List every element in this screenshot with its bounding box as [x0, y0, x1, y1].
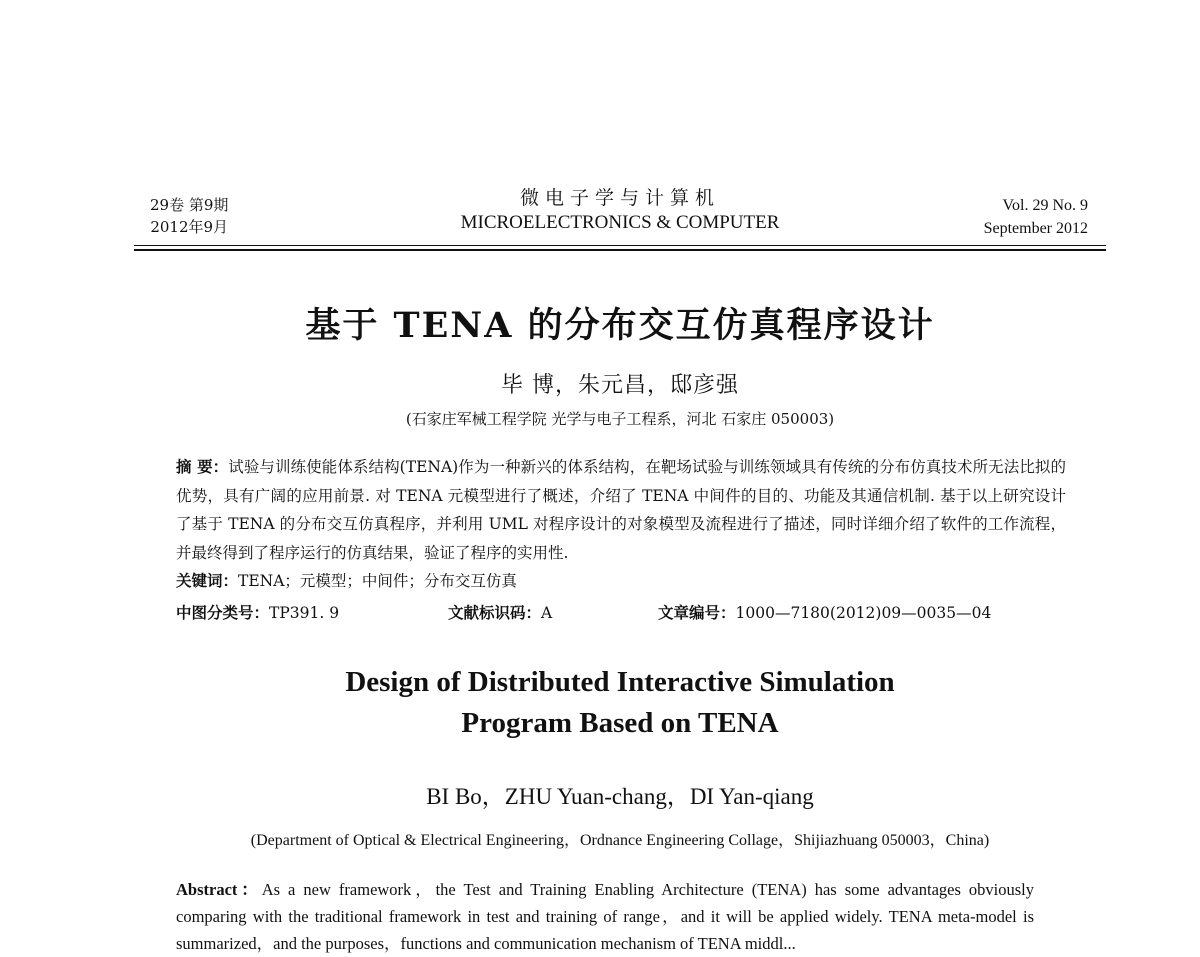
clc-number	[176, 600, 339, 626]
authors-en: BI Bo，ZHU Yuan-chang，DI Yan-qiang	[426, 784, 814, 809]
date-en: September 2012	[983, 220, 1088, 237]
doc-code-label: 文献标识码：	[448, 603, 542, 622]
keywords-text-cn: TENA；元模型；中间件；分布交互仿真	[238, 572, 517, 590]
journal-issue-cn	[150, 194, 228, 238]
journal-name-en: MICROELECTRONICS & COMPUTER	[460, 212, 780, 233]
authors-cn: 毕 博，朱元昌，邸彦强	[501, 373, 739, 398]
abstract-label-en: Abstract：	[176, 880, 262, 899]
journal-name-cn: 微电子学与计算机	[519, 187, 720, 209]
header-rule-thick	[134, 249, 1106, 251]
header-rule-thin	[134, 245, 1106, 246]
affiliation-cn: (石家庄军械工程学院 光学与电子工程系，河北 石家庄 050003)	[405, 410, 835, 428]
keywords-cn	[176, 568, 517, 594]
abstract-en	[176, 876, 1034, 957]
abstract-text-cn: 试验与训练使能体系结构(TENA)作为一种新兴的体系结构，在靶场试验与训练领域具有传统的分布仿真技术所无法比拟的优势，具有广阔的应用前景. 对 TENA 元模型进行了概述，介绍了 TENA 中间件的目的、功能及其通信机制. 基于以上研究设计了基于 TENA 的分布交互仿真程序，并利用 UML 对程序设计的对象模型及流程进行了描述，同时详细介绍了软件的工作流程，并最终得到了程序运行的仿真结果，验证了程序的实用性.	[176, 458, 1066, 562]
article-number-value: 1000—7180(2012)09—0035—04	[735, 604, 992, 622]
date-cn: 2012年9月	[150, 218, 229, 236]
article-number-label: 文章编号：	[658, 603, 736, 622]
abstract-cn	[176, 453, 1066, 567]
paper-title-en-line1: Design of Distributed Interactive Simulation	[345, 666, 895, 698]
journal-name	[380, 186, 860, 236]
article-number	[658, 600, 991, 626]
clc-value: TP391. 9	[269, 604, 340, 622]
keywords-label-cn: 关键词：	[176, 571, 239, 590]
clc-label: 中图分类号：	[176, 603, 270, 622]
document-code	[448, 600, 552, 626]
paper-title-cn: 基于 TENA 的分布交互仿真程序设计	[305, 305, 935, 346]
affiliation-en: (Department of Optical & Electrical Engineering，Ordnance Engineering Collage，Shijiazhuang 050003，China)	[250, 832, 990, 849]
abstract-text-en: As a new framework，the Test and Training Enabling Architecture (TENA) has some advantages obviously comparing with the traditional framework in test and training of range，and it will be applied widely. TENA meta-model is summarized，and the purposes，functions and communication mechanism of TENA middl...	[176, 880, 1034, 953]
abstract-label-cn: 摘 要：	[176, 457, 229, 476]
volume-issue-en: Vol. 29 No. 9	[1002, 197, 1088, 214]
paper-title-en	[0, 662, 1200, 744]
doc-code-value: A	[541, 604, 553, 622]
journal-issue-en	[984, 194, 1088, 240]
paper-title-en-line2: Program Based on TENA	[461, 707, 779, 739]
volume-issue-cn: 29卷 第9期	[150, 196, 229, 214]
